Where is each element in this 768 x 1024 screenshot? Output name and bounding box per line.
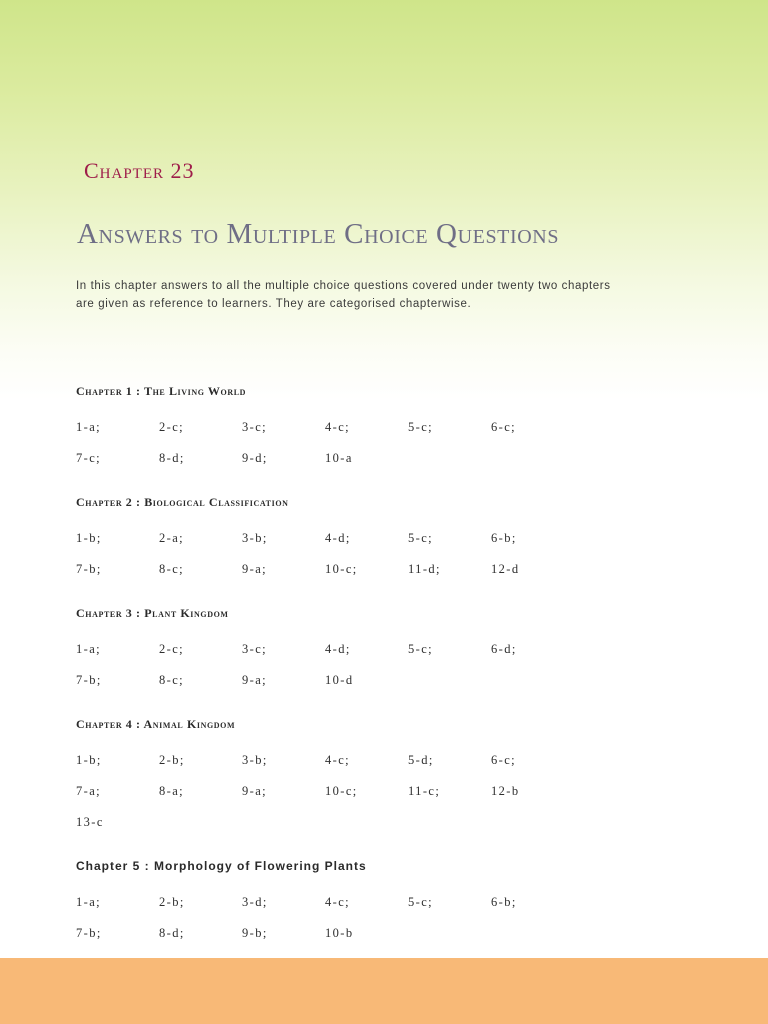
answer-item: 10-c; xyxy=(325,784,358,798)
answer-item: 9-a; xyxy=(242,784,268,798)
answer-item: 3-b; xyxy=(242,753,268,767)
answer-item: 12-b xyxy=(491,784,520,798)
answer-item: 9-a; xyxy=(242,673,268,687)
answer-item: 6-d; xyxy=(491,642,517,656)
answer-item: 2-b; xyxy=(159,753,185,767)
answer-item: 10-c; xyxy=(325,562,358,576)
answer-item: 3-b; xyxy=(242,531,268,545)
answer-item: 1-a; xyxy=(76,420,102,434)
answer-item: 10-a xyxy=(325,451,353,465)
answer-grid xyxy=(76,531,576,593)
chapter-heading: Chapter 4 : Animal Kingdom xyxy=(76,717,236,731)
answer-grid xyxy=(76,753,576,846)
answer-item: 6-b; xyxy=(491,531,517,545)
answer-item: 9-b; xyxy=(242,926,268,940)
answer-item: 5-c; xyxy=(408,895,434,909)
answer-item: 9-d; xyxy=(242,451,268,465)
answer-item: 5-c; xyxy=(408,420,434,434)
answer-item: 4-c; xyxy=(325,420,351,434)
answer-item: 4-d; xyxy=(325,642,351,656)
answer-item: 8-c; xyxy=(159,562,185,576)
answer-item: 5-c; xyxy=(408,531,434,545)
answer-item: 1-a; xyxy=(76,642,102,656)
answer-item: 1-a; xyxy=(76,895,102,909)
answer-item: 2-c; xyxy=(159,642,185,656)
answer-item: 5-d; xyxy=(408,753,434,767)
chapter-answer-list xyxy=(76,384,676,970)
answer-grid xyxy=(76,895,576,957)
answer-item: 5-c; xyxy=(408,642,434,656)
answer-item: 7-c; xyxy=(76,451,102,465)
page-title: Answers to Multiple Choice Questions xyxy=(77,218,560,250)
answer-item: 7-b; xyxy=(76,926,102,940)
answer-grid xyxy=(76,420,576,482)
answer-item: 6-b; xyxy=(491,895,517,909)
chapter-section xyxy=(76,495,676,593)
answer-item: 1-b; xyxy=(76,531,102,545)
answer-item: 8-c; xyxy=(159,673,185,687)
chapter-section xyxy=(76,717,676,846)
answer-item: 2-c; xyxy=(159,420,185,434)
footer-band xyxy=(0,958,768,1024)
answer-item: 4-c; xyxy=(325,753,351,767)
chapter-heading: Chapter 1 : The Living World xyxy=(76,384,247,398)
chapter-heading: Chapter 5 : Morphology of Flowering Plants xyxy=(76,859,367,873)
answer-item: 8-d; xyxy=(159,451,185,465)
answer-item: 9-a; xyxy=(242,562,268,576)
answer-item: 8-a; xyxy=(159,784,185,798)
answer-item: 2-b; xyxy=(159,895,185,909)
answer-item: 8-d; xyxy=(159,926,185,940)
chapter-section xyxy=(76,859,676,957)
answer-item: 3-c; xyxy=(242,642,268,656)
answer-item: 3-d; xyxy=(242,895,268,909)
answer-item: 6-c; xyxy=(491,753,517,767)
answer-item: 3-c; xyxy=(242,420,268,434)
intro-paragraph: In this chapter answers to all the multiple choice questions covered under twenty two chapters are given as reference to learners. They are categorised chapterwise. xyxy=(76,280,611,310)
answer-item: 11-d; xyxy=(408,562,441,576)
answer-item: 7-b; xyxy=(76,673,102,687)
chapter-section xyxy=(76,384,676,482)
answer-item: 2-a; xyxy=(159,531,185,545)
answer-item: 7-b; xyxy=(76,562,102,576)
chapter-heading: Chapter 3 : Plant Kingdom xyxy=(76,606,229,620)
answer-item: 7-a; xyxy=(76,784,102,798)
answer-item: 6-c; xyxy=(491,420,517,434)
answer-item: 12-d xyxy=(491,562,520,576)
chapter-section xyxy=(76,606,676,704)
chapter-label: Chapter 23 xyxy=(84,158,195,183)
answer-item: 4-d; xyxy=(325,531,351,545)
answer-grid xyxy=(76,642,576,704)
answer-item: 11-c; xyxy=(408,784,441,798)
chapter-heading: Chapter 2 : Biological Classification xyxy=(76,495,289,509)
answer-item: 13-c xyxy=(76,815,104,829)
answer-item: 10-b xyxy=(325,926,354,940)
answer-item: 10-d xyxy=(325,673,354,687)
answer-item: 1-b; xyxy=(76,753,102,767)
answer-item: 4-c; xyxy=(325,895,351,909)
